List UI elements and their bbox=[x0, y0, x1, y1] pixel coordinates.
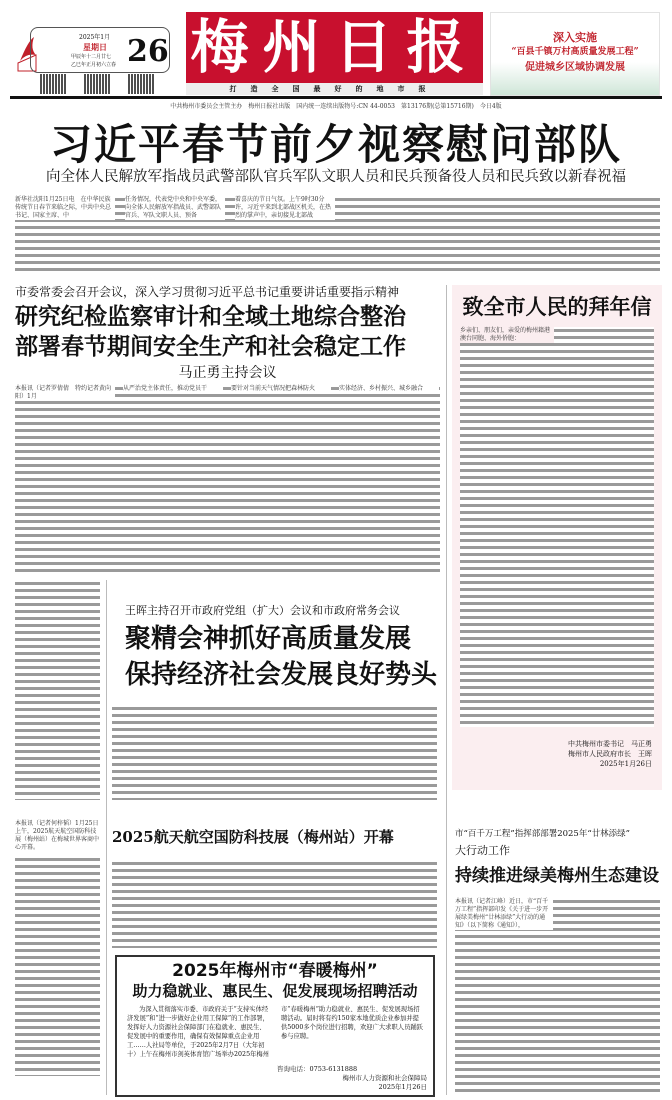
article5-kicker-2: 大行动工作 bbox=[455, 844, 510, 857]
masthead-rule bbox=[10, 96, 662, 99]
qr-code-icon[interactable] bbox=[128, 74, 154, 94]
article5-snippet: 本报讯（记者江峰）近日，市“百千万工程”指挥部印发《关于进一步开展绿美梅州“廿林添绿”大行动的通知》（以下简称《通知》）， bbox=[455, 898, 553, 930]
notice-date: 2025年1月26日 bbox=[378, 1083, 427, 1091]
article3-kicker: 王晖主持召开市政府党组（扩大）会议和市政府常务会议 bbox=[125, 604, 400, 617]
letter-opening: 乡亲们、朋友们，亲爱的梅州籍港澳台同胞、海外侨胞： bbox=[460, 327, 554, 343]
ad-line-2: “百县千镇万村高质量发展工程” bbox=[511, 47, 639, 57]
notice-org: 梅州市人力资源和社会保障局 bbox=[342, 1074, 427, 1082]
article5-kicker: 市“百千万工程”指挥部部署2025年“廿林添绿” bbox=[455, 829, 631, 839]
article5-body bbox=[455, 898, 660, 1095]
date-day: 26 bbox=[127, 34, 169, 69]
column-divider bbox=[106, 580, 107, 1095]
lunar-date-1: 甲辰年十二月廿七 bbox=[71, 54, 112, 60]
article4-left-column bbox=[15, 820, 100, 1095]
article2-title-1: 研究纪检监察审计和全域土地综合整治 bbox=[15, 303, 406, 330]
article3-title-1: 聚精会神抓好高质量发展 bbox=[125, 624, 412, 654]
article4-title: 2025航天航空国防科技展（梅州站）开幕 bbox=[112, 828, 394, 846]
qr-code-icon[interactable] bbox=[84, 74, 110, 94]
new-year-letter bbox=[452, 285, 662, 790]
ad-line-1: 深入实施 bbox=[553, 31, 597, 44]
article5-title: 持续推进绿美梅州生态建设 bbox=[455, 866, 659, 886]
letter-signature-2: 梅州市人民政府市长 王晖 bbox=[568, 750, 652, 758]
qr-code-icon[interactable] bbox=[40, 74, 66, 94]
article2-snippet: 实体经济、乡村振兴、城乡融合 bbox=[339, 385, 439, 393]
article3-body bbox=[112, 705, 437, 800]
ad-line-3: 促进城乡区域协调发展 bbox=[525, 62, 625, 73]
column-divider bbox=[446, 285, 447, 1095]
notice-title-2: 助力稳就业、惠民生、促发展现场招聘活动 bbox=[132, 982, 418, 1000]
notice-body: 为深入贯彻落实市委、市政府关于“支持实体经济发展”和“进一步做好企业用工保障”的工作部署，发挥好人力资源社会保障部门在稳就业、惠民生、促发展中的重要作用，确保有效保障重点企业用工……人社局等单位，于2025年2月7日（大年初十）上午在梅州市剑英体育馆广场举办2025年梅州市“春暖梅州”助力稳就业、惠民生、促发展现场招聘活动。届时将有约150家本地优质企业参加并提供5000多个岗位进行招聘，欢迎广大求职人员踊跃参与应聘。 bbox=[127, 1006, 423, 1058]
letter-signature-1: 中共梅州市委书记 马正勇 bbox=[568, 740, 652, 748]
date-weekday: 星期日 bbox=[83, 42, 107, 52]
banner-ad[interactable] bbox=[490, 12, 660, 96]
letter-title: 致全市人民的拜年信 bbox=[462, 294, 652, 319]
article2-title-2: 部署春节期间安全生产和社会稳定工作 bbox=[15, 333, 406, 360]
article4-body bbox=[112, 860, 437, 948]
lead-subtitle: 向全体人民解放军指战员武警部队官兵军队文职人员和民兵预备役人员和民兵致以新春祝福 bbox=[46, 169, 626, 185]
lead-snippet: 新华社沈阳1月25日电 在中华民族传统节日春节来临之际，中共中央总书记、国家主席、中 bbox=[15, 196, 115, 220]
job-fair-notice bbox=[115, 955, 435, 1097]
lead-snippet: 任务情况，代表党中央和中央军委，向全体人民解放军指战员、武警部队官兵、军队文职人员、预备 bbox=[125, 196, 225, 220]
article2-byline: 马正勇主持会议 bbox=[178, 365, 277, 381]
article2-kicker: 市委常委会召开会议，深入学习贯彻习近平总书记重要讲话重要指示精神 bbox=[15, 285, 400, 299]
masthead-title: 梅州日报 bbox=[186, 12, 483, 83]
publication-info: 中共梅州市委员会主管主办 梅州日报社出版 国内统一连续出版物号:CN 44-0053 第13176期(总第15716期) 今日4版 bbox=[170, 103, 502, 110]
article2-body bbox=[15, 385, 440, 575]
letter-body bbox=[460, 327, 654, 727]
letter-date: 2025年1月26日 bbox=[599, 760, 652, 768]
article3-title-2: 保持经济社会发展良好势头 bbox=[125, 660, 438, 690]
date-year-month: 2025年1月 bbox=[79, 34, 111, 41]
article2-snippet: 从严治党主体责任，推动党员干 bbox=[123, 385, 223, 393]
lead-body bbox=[15, 196, 660, 272]
lunar-date-2: 乙巳年正月初六立春 bbox=[71, 62, 117, 68]
article4-snippet: 本报讯（记者何梓韬）1月25日上午，2025航天航空国防科技展（梅州站）在梅城世界客商中心开幕。 bbox=[15, 820, 100, 851]
article2-body-continued bbox=[15, 580, 100, 800]
article2-snippet: 本报讯（记者罗倩倩 特约记者黄向阳）1月 bbox=[15, 385, 115, 401]
notice-title-1: 2025年梅州市“春暖梅州” bbox=[172, 961, 378, 981]
lead-headline: 习近平春节前夕视察慰问部队 bbox=[49, 120, 622, 169]
notice-phone: 咨询电话：0753-6131888 bbox=[277, 1065, 358, 1073]
date-box bbox=[30, 27, 170, 73]
article2-snippet: 要针对当前天气情况把森林防火 bbox=[231, 385, 331, 393]
masthead-tagline: 打造全国最好的地市报 bbox=[186, 83, 483, 95]
lead-snippet: 着喜庆的节日气氛。上午9时30分许，习近平来到北部战区机关，在热烈的掌声中，亲切接见北部战 bbox=[235, 196, 335, 220]
